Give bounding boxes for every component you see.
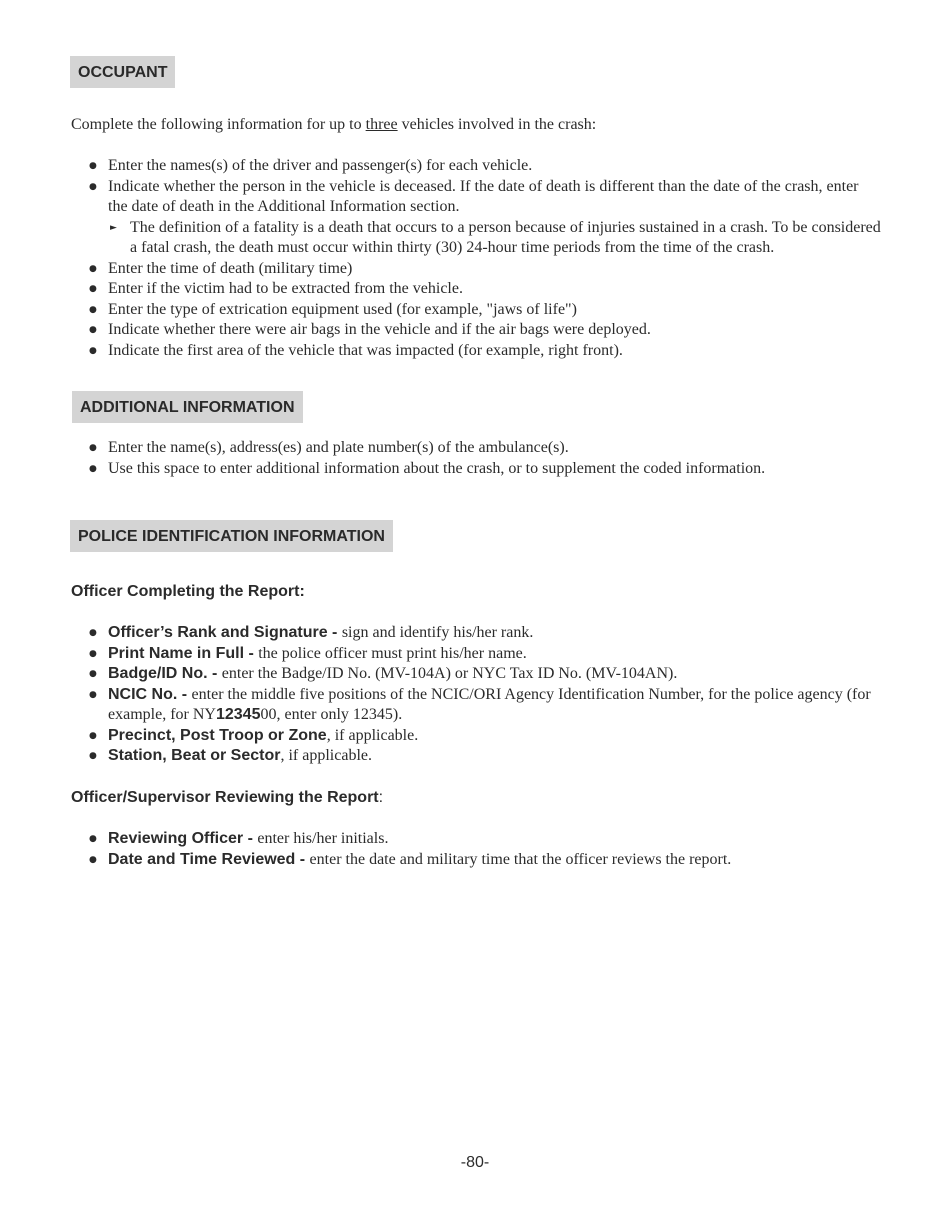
list-item: ● NCIC No. - enter the middle five positions of the NCIC/ORI Agency Identification Number, for the police agency (for example, for NY1234500, enter only 12345). [71,685,881,726]
officer-completing-heading: Officer Completing the Report: [71,583,305,600]
section-heading-police-identification: POLICE IDENTIFICATION INFORMATION [70,520,393,552]
list-item: ● Enter the type of extrication equipment used (for example, "jaws of life") [71,300,881,321]
list-item: ● Station, Beat or Sector, if applicable. [71,746,881,767]
page-number: -80- [460,1154,490,1171]
reviewer-list [71,829,881,870]
list-item: ● Officer’s Rank and Signature - sign and identify his/her rank. [71,623,881,644]
occupant-intro: Complete the following information for up to three vehicles involved in the crash: [71,116,597,133]
intro-underlined-word: three [365,116,398,133]
list-item: ● Reviewing Officer - enter his/her initials. [71,829,881,850]
additional-list [71,438,881,479]
list-item: ● Date and Time Reviewed - enter the date and military time that the officer reviews the report. [71,850,881,871]
list-item: ● Use this space to enter additional information about the crash, or to supplement the coded information. [71,459,881,480]
list-item: ● Enter the names(s) of the driver and passenger(s) for each vehicle. [71,156,881,177]
list-item: ● Print Name in Full - the police officer must print his/her name. [71,644,881,665]
list-item: ● Badge/ID No. - enter the Badge/ID No. (MV-104A) or NYC Tax ID No. (MV-104AN). [71,664,881,685]
list-item: ● Enter if the victim had to be extracted from the vehicle. [71,279,881,300]
list-item: ● Enter the name(s), address(es) and plate number(s) of the ambulance(s). [71,438,881,459]
section-heading-occupant: OCCUPANT [70,56,175,88]
list-item: ● Precinct, Post Troop or Zone, if applicable. [71,726,881,747]
sub-list-item: ► The definition of a fatality is a death that occurs to a person because of injuries sustained in a crash. To be considered a fatal crash, the death must occur within thirty (30) 24-hour time periods from the time of the crash. [108,218,881,259]
section-heading-additional-information: ADDITIONAL INFORMATION [72,391,303,423]
occupant-sublist [108,218,881,259]
list-item: ● Enter the time of death (military time) [71,259,881,280]
occupant-list [71,156,881,361]
officer-reviewing-heading: Officer/Supervisor Reviewing the Report: [71,789,384,806]
officer-list [71,623,881,767]
list-item: ● Indicate whether the person in the vehicle is deceased. If the date of death is different than the date of the crash, enter the date of death in the Additional Information section. ► The definition of a fatality is a death that occurs to a person because of injuries sustained in a crash. To be considered a fatal crash, the death must occur within thirty (30) 24-hour time periods from the time of the crash. [71,177,881,259]
list-item: ● Indicate the first area of the vehicle that was impacted (for example, right front). [71,341,881,362]
list-item: ● Indicate whether there were air bags in the vehicle and if the air bags were deployed. [71,320,881,341]
